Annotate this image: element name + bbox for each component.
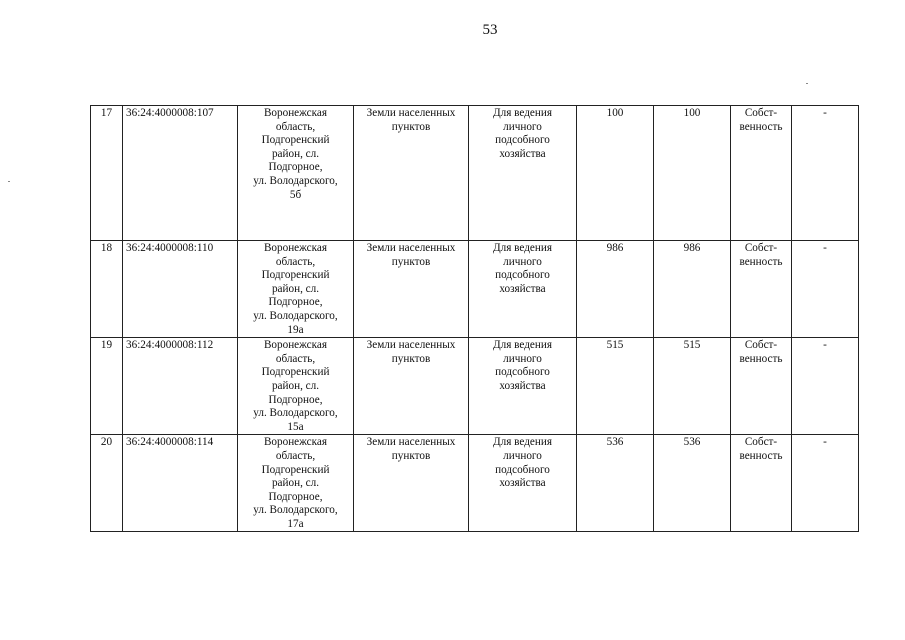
table-row [91, 106, 859, 241]
address-line: Воронежская [263, 242, 328, 254]
land-category [354, 241, 469, 338]
address-line: Подгоренский [261, 269, 330, 282]
use-line: подсобного [495, 134, 550, 147]
address-line: ул. Володарского, [253, 174, 338, 187]
ownership-line: Собст- [744, 242, 778, 254]
area-value-2: 515 [654, 338, 731, 435]
address-line: район, сл. [271, 282, 320, 295]
address-line: Воронежская [263, 436, 328, 449]
address-line: область, [275, 255, 316, 268]
scan-speck [8, 181, 10, 182]
use-line: подсобного [495, 269, 550, 282]
address-line: область, [275, 449, 316, 462]
address-line: Подгоренский [261, 463, 330, 476]
use-line: Для ведения [493, 107, 552, 119]
ownership-line: венность [739, 449, 783, 462]
use-line: Для ведения [493, 242, 552, 254]
address-line: Воронежская [263, 107, 328, 119]
address-line: ул. Володарского, [253, 407, 338, 420]
permitted-use [469, 241, 577, 338]
page-number: 53 [482, 22, 498, 38]
ownership-line: венность [739, 352, 783, 365]
address-line: ул. Володарского, [253, 504, 338, 517]
plot-address [238, 338, 354, 435]
address-line: область, [275, 352, 316, 365]
land-category [354, 338, 469, 435]
plot-address [238, 435, 354, 532]
cadastral-number: 36:24:4000008:114 [123, 435, 238, 532]
scan-speck [806, 83, 808, 84]
area-value: 515 [577, 338, 654, 435]
table-row [91, 338, 859, 435]
ownership-type [731, 338, 792, 435]
cadastral-number: 36:24:4000008:107 [123, 106, 238, 241]
permitted-use [469, 106, 577, 241]
use-line: хозяйства [499, 477, 546, 490]
ownership-type [731, 241, 792, 338]
category-line: пунктов [391, 255, 431, 268]
cadastral-number: 36:24:4000008:112 [123, 338, 238, 435]
ownership-line: венность [739, 120, 783, 133]
use-line: личного [503, 449, 542, 462]
category-line: пунктов [391, 352, 431, 365]
address-line: район, сл. [271, 477, 320, 490]
row-number: 19 [91, 338, 123, 435]
category-line: Земли населенных [366, 107, 456, 119]
area-value: 986 [577, 241, 654, 338]
category-line: Земли населенных [366, 339, 456, 352]
row-number: 20 [91, 435, 123, 532]
address-line: 5б [289, 188, 302, 201]
ownership-line: венность [739, 255, 783, 268]
use-line: хозяйства [499, 147, 546, 160]
use-line: личного [503, 352, 542, 365]
use-line: личного [503, 120, 542, 133]
permitted-use [469, 338, 577, 435]
cadastral-number: 36:24:4000008:110 [123, 241, 238, 338]
ownership-line: Собст- [744, 339, 778, 352]
use-line: подсобного [495, 366, 550, 379]
address-line: 19а [287, 323, 304, 336]
address-line: Подгорное, [268, 161, 323, 174]
address-line: ул. Володарского, [253, 309, 338, 322]
table-row [91, 241, 859, 338]
land-plots-table [90, 105, 859, 532]
address-line: Подгоренский [261, 134, 330, 147]
category-line: пунктов [391, 120, 431, 133]
address-line: Воронежская [263, 339, 328, 352]
permitted-use [469, 435, 577, 532]
table-row [91, 435, 859, 532]
address-line: область, [275, 120, 316, 133]
address-line: Подгорное, [268, 296, 323, 309]
address-line: 17а [287, 517, 304, 530]
category-line: Земли населенных [366, 242, 456, 254]
address-line: Подгорное, [268, 490, 323, 503]
ownership-type [731, 435, 792, 532]
use-line: личного [503, 255, 542, 268]
address-line: Подгорное, [268, 393, 323, 406]
use-line: хозяйства [499, 379, 546, 392]
category-line: пунктов [391, 449, 431, 462]
encumbrance: - [792, 338, 859, 435]
address-line: Подгоренский [261, 366, 330, 379]
land-category [354, 106, 469, 241]
ownership-line: Собст- [744, 436, 778, 449]
row-number: 18 [91, 241, 123, 338]
ownership-line: Собст- [744, 107, 778, 119]
encumbrance: - [792, 106, 859, 241]
plot-address [238, 241, 354, 338]
area-value-2: 100 [654, 106, 731, 241]
ownership-type [731, 106, 792, 241]
area-value: 100 [577, 106, 654, 241]
address-line: район, сл. [271, 379, 320, 392]
use-line: хозяйства [499, 282, 546, 295]
area-value-2: 986 [654, 241, 731, 338]
use-line: Для ведения [493, 436, 552, 449]
area-value-2: 536 [654, 435, 731, 532]
encumbrance: - [792, 435, 859, 532]
plot-address [238, 106, 354, 241]
use-line: Для ведения [493, 339, 552, 352]
row-number: 17 [91, 106, 123, 241]
area-value: 536 [577, 435, 654, 532]
address-line: 15а [287, 420, 304, 433]
address-line: район, сл. [271, 147, 320, 160]
use-line: подсобного [495, 463, 550, 476]
encumbrance: - [792, 241, 859, 338]
land-category [354, 435, 469, 532]
category-line: Земли населенных [366, 436, 456, 449]
